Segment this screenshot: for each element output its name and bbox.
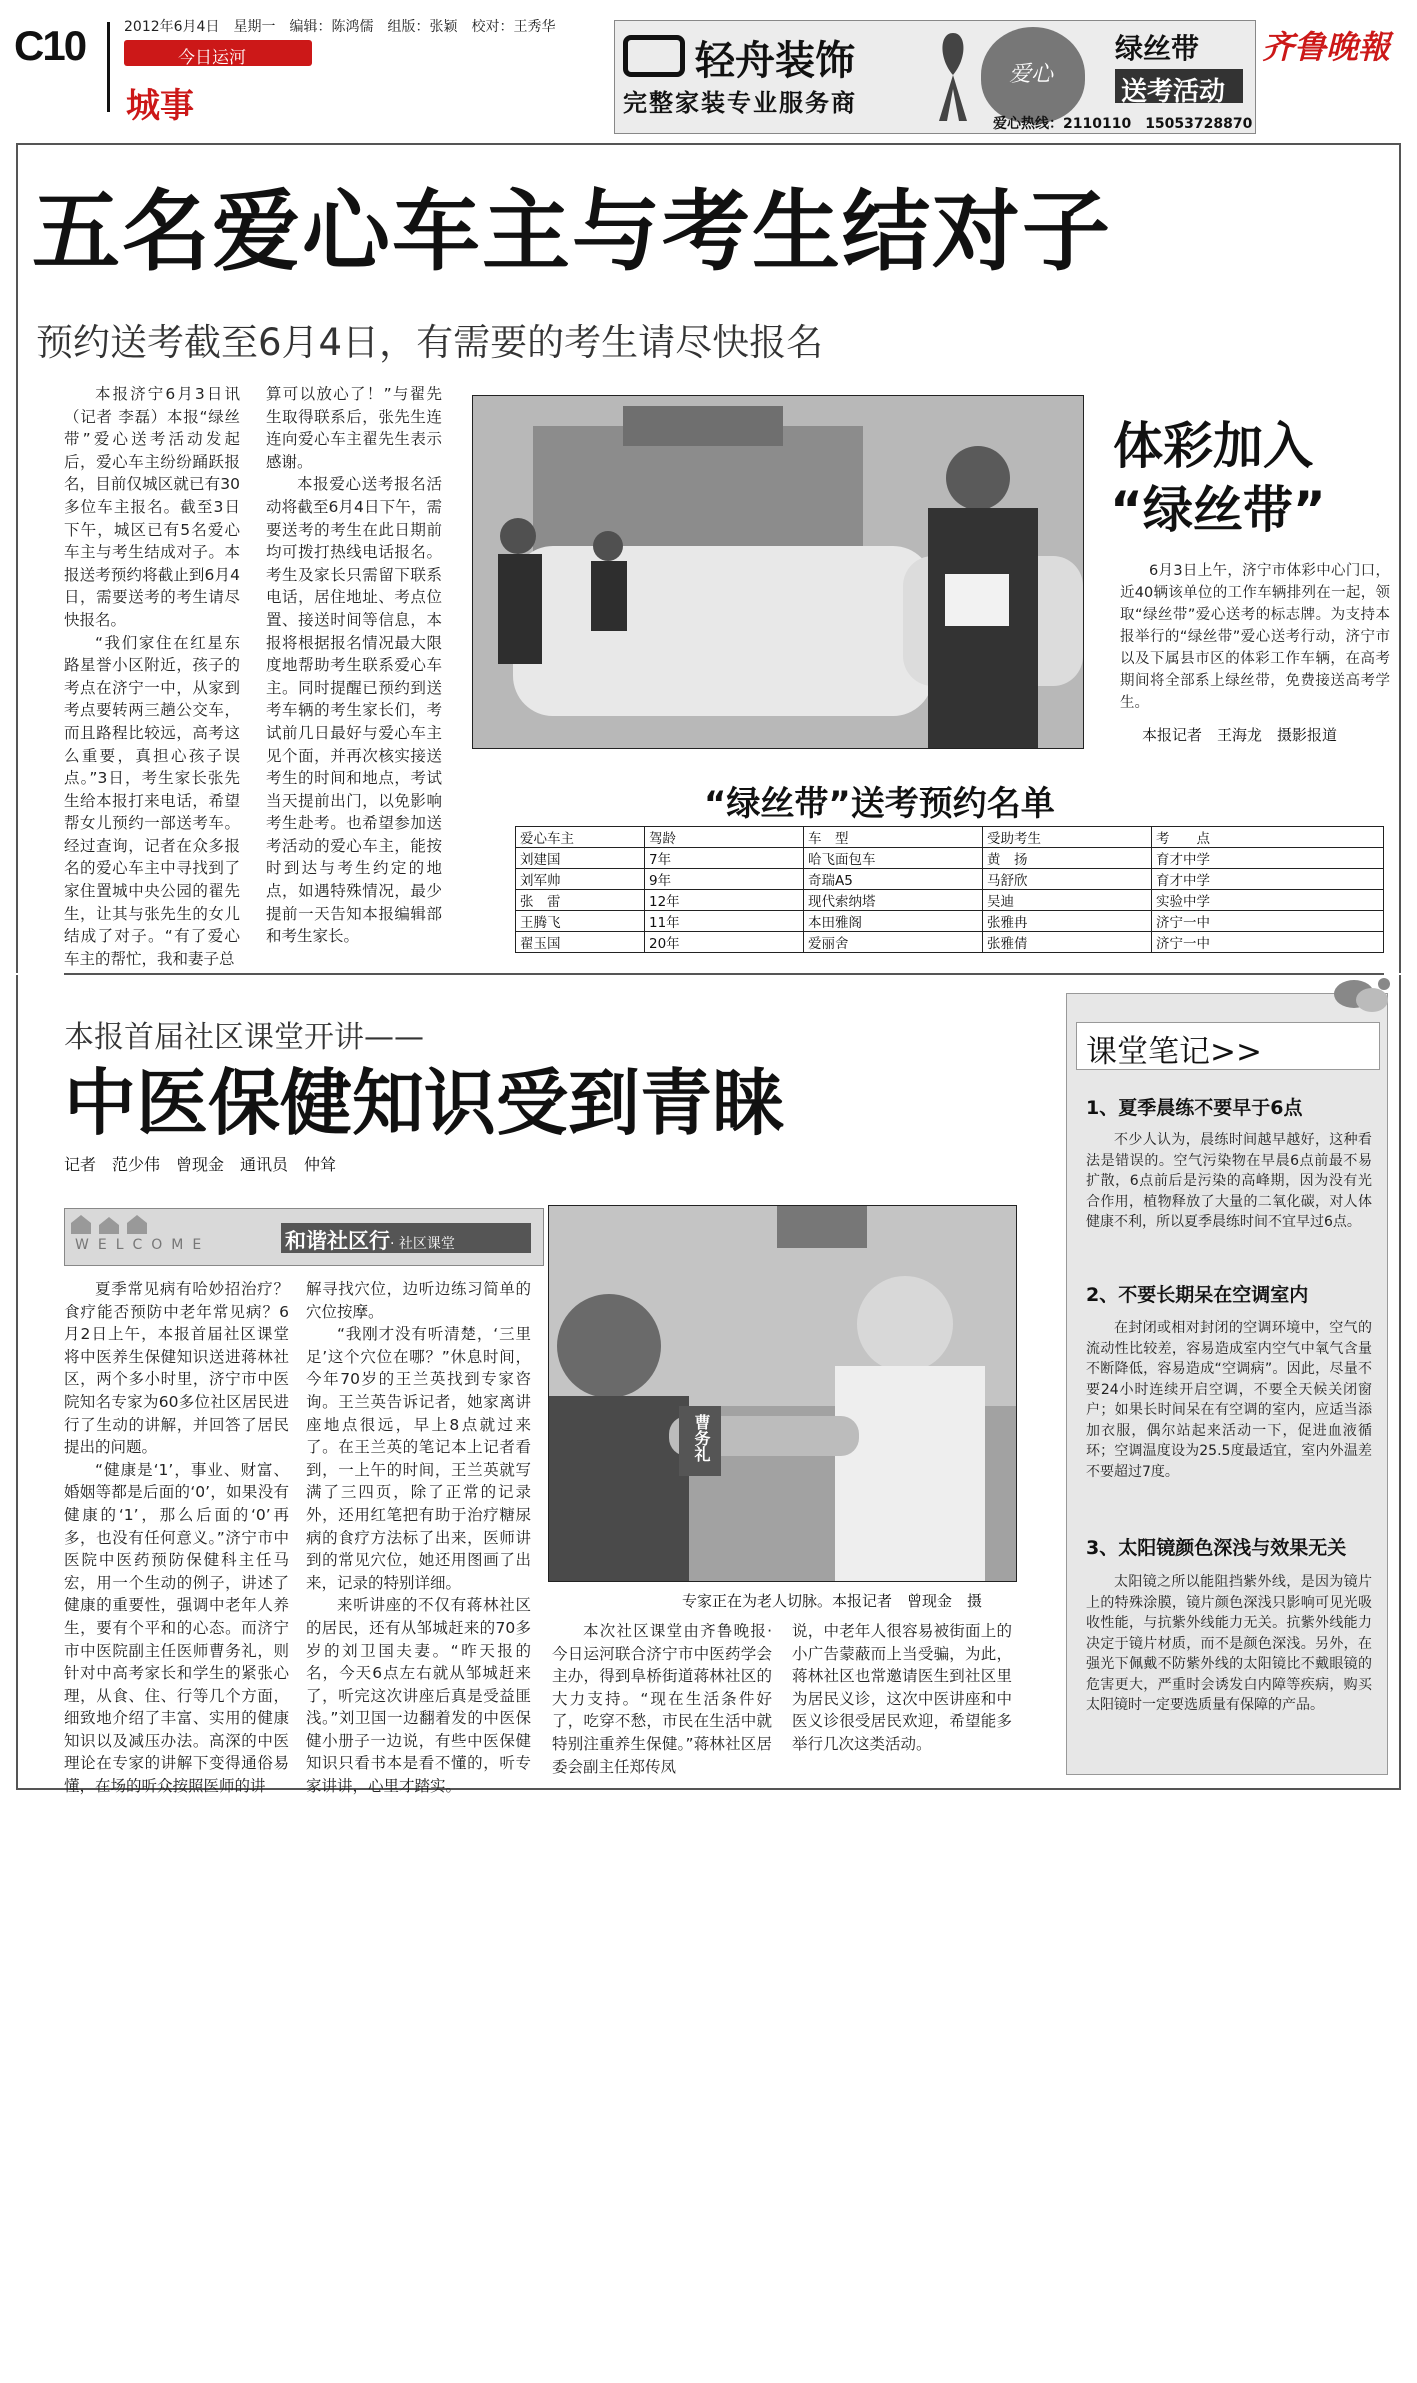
ad-hotline [993, 113, 1252, 133]
roster-cell: 本田雅阁 [804, 911, 983, 932]
banner-welcome: WELCOME [75, 1237, 211, 1253]
ad-campaign-text: 送考活动 [1121, 77, 1226, 107]
note-body [1086, 1318, 1372, 1482]
ad-hotline-numbers: 2110110 15053728870 [1063, 116, 1253, 132]
roster-cell: 育才中学 [1152, 869, 1384, 890]
roster-cell: 哈飞面包车 [804, 848, 983, 869]
roster-cell: 张雅倩 [983, 932, 1152, 953]
roster-header: 车 型 [804, 827, 983, 848]
banner-title-text [285, 1225, 455, 1255]
roster-cell: 奇瑞A5 [804, 869, 983, 890]
story2-column-2 [306, 1278, 531, 1796]
community-banner [64, 1208, 544, 1266]
ad-brand: 轻舟装饰 [695, 38, 855, 84]
story1-column-2 [266, 383, 442, 958]
pulse-diagnosis-photo [548, 1205, 1017, 1582]
roster-table [515, 826, 1384, 953]
ad-heart-text: 爱心 [1009, 62, 1054, 87]
speech-bubble-icon [1332, 974, 1392, 1018]
roster-header-row [516, 827, 1384, 848]
ad-banner [614, 20, 1256, 134]
story1-column-1 [64, 383, 240, 968]
story2-paragraph: “健康是‘1’，事业、财富、婚姻等都是后面的‘0’，如果没有健康的‘1’，那么后面的‘0’再多，也没有任何意义。”济宁市中医院中医药预防保健科主任马宏，用一个生动的例子，讲述了健康的重要性，强调中老年人养生，要有个平和的心态。而济宁市中医院副主任医师曹务礼，则针对中高考家长和学生的紧张心理，从食、住、行等几个方面，细致地介绍了丰富、实用的健康知识以及减压办法。高深的中医理论在专家的讲解下变得通俗易懂，在场的听众按照医师的讲 [64, 1460, 289, 1796]
roster-cell: 现代索纳塔 [804, 890, 983, 911]
story2-paragraph: 说，中老年人很容易被街面上的小广告蒙蔽而上当受骗，为此，蒋林社区也常邀请医生到社区里为居民义诊，这次中医讲座和中医义诊很受居民欢迎，希望能多举行几次这类活动。 [792, 1622, 1012, 1753]
story1-subhead: 预约送考截至6月4日，有需要的考生请尽快报名 [36, 321, 824, 364]
notes-title: 课堂笔记>> [1086, 1034, 1262, 1070]
note-paragraph: 太阳镜之所以能阻挡紫外线，是因为镜片上的特殊涂膜，镜片颜色深浅只影响可见光吸收性能，与抗紫外线能力无关。抗紫外线能力决定于镜片材质，而不是颜色深浅。另外，在强光下佩戴不防紫外线的太阳镜比不戴眼镜的危害更大，严重时会诱发白内障等疾病，购买太阳镜时一定要选质量有保障的产品。 [1086, 1574, 1372, 1713]
roster-table-wrap [515, 826, 1384, 953]
table-row [516, 890, 1384, 911]
sidebar1-title-line1: 体彩加入 [1113, 417, 1313, 475]
story2-kicker: 本报首届社区课堂开讲—— [64, 1020, 424, 1055]
sidebar1-title-line2: “绿丝带” [1110, 481, 1326, 539]
roster-cell: 刘建国 [516, 848, 645, 869]
roster-cell: 济宁一中 [1152, 932, 1384, 953]
roster-header: 考 点 [1152, 827, 1384, 848]
header-divider [107, 22, 110, 112]
section-tab-label: 今日运河 [178, 48, 246, 68]
story2-paragraph: 夏季常见病有哈妙招治疗？食疗能否预防中老年常见病？6月2日上午，本报首届社区课堂将中医养生保健知识送进蒋林社区，两个多小时里，济宁市中医院知名专家为60多位社区居民进行了生动的讲解，并回答了居民提出的问题。 [64, 1280, 289, 1457]
story1-paragraph: 本报济宁6月3日讯（记者 李磊）本报“绿丝带”爱心送考活动发起后，爱心车主纷纷踊跃报名，目前仅城区就已有30多位车主报名。截至3日下午，城区已有5名爱心车主与考生结成对子。本报送考预约将截止到6月4日，需要送考的考生请尽快报名。 [64, 385, 240, 629]
roster-cell: 张 雷 [516, 890, 645, 911]
story2-byline: 记者 范少伟 曾现金 通讯员 仲耸 [64, 1155, 337, 1174]
roster-cell: 9年 [645, 869, 804, 890]
story2-column-1 [64, 1278, 289, 1796]
roster-cell: 7年 [645, 848, 804, 869]
note-paragraph: 在封闭或相对封闭的空调环境中，空气的流动性比较差，容易造成室内空气中氧气含量不断降低，容易造成“空调病”。因此，尽量不要24小时连续开启空调，不要全天候关闭窗户；如果长时间呆在有空调的室内，应适当添加衣服，偶尔站起来活动一下，促进血液循环；空调温度设为25.5度最适宜，室内外温差不要超过7度。 [1086, 1320, 1372, 1480]
story2-paragraph: 解寻找穴位，边听边练习简单的穴位按摩。 [306, 1280, 531, 1321]
issue-info: 2012年6月4日 星期一 编辑：陈鸿儒 组版：张颖 校对：王秀华 [124, 19, 556, 35]
note-heading: 3、太阳镜颜色深浅与效果无关 [1086, 1537, 1347, 1559]
table-row [516, 848, 1384, 869]
table-row [516, 869, 1384, 890]
story2-paragraph: 本次社区课堂由齐鲁晚报·今日运河联合济宁市中医药学会主办，得到阜桥街道蒋林社区的大力支持。“现在生活条件好了，吃穿不愁，市民在生活中就特别注重养生保健。”蒋林社区居委会副主任郑传凤 [552, 1622, 772, 1776]
roster-cell: 12年 [645, 890, 804, 911]
roster-header: 爱心车主 [516, 827, 645, 848]
story2-column-3 [552, 1620, 772, 1780]
note-heading: 1、夏季晨练不要早于6点 [1086, 1097, 1303, 1119]
roster-cell: 马舒欣 [983, 869, 1152, 890]
roster-cell: 11年 [645, 911, 804, 932]
story1-paragraph: “我们家住在红星东路星誉小区附近，孩子的考点在济宁一中，从家到考点要转两三趟公交车，而且路程比较远，高考这么重要，真担心孩子误点。”3日，考生家长张先生给本报打来电话，希望帮女儿预约一部送考车。经过查询，记者在众多报名的爱心车主中寻找到了家住置城中央公园的翟先生，让其与张先生的女儿结成了对子。“有了爱心车主的帮忙，我和妻子总 [64, 633, 240, 968]
table-row [516, 932, 1384, 953]
note-body [1086, 1130, 1372, 1233]
roster-cell: 翟玉国 [516, 932, 645, 953]
roster-cell: 20年 [645, 932, 804, 953]
roster-cell: 爱丽舍 [804, 932, 983, 953]
roster-title: “绿丝带”送考预约名单 [704, 784, 1055, 824]
house-icon [69, 1213, 165, 1235]
note-body [1086, 1572, 1372, 1716]
sidebar1-body: 6月3日上午，济宁市体彩中心门口，近40辆该单位的工作车辆排列在一起，领取“绿丝带”爱心送考的标志牌。为支持本报举行的“绿丝带”爱心送考行动，济宁市以及下属县市区的体彩工作车辆，在高考期间将全部系上绿丝带，免费接送高考学生。 [1120, 563, 1390, 711]
story2-paragraph: 来听讲座的不仅有蒋林社区的居民，还有从邹城赶来的70多岁的刘卫国夫妻。“昨天报的名，今天6点左右就从邹城赶来了，听完这次讲座后真是受益匪浅。”刘卫国一边翻着发的中医保健小册子一边说，有些中医保健知识只看书本是看不懂的，听专家讲讲，心里才踏实。 [306, 1596, 531, 1796]
story1-paragraph: 算可以放心了！”与翟先生取得联系后，张先生连连向爱心车主翟先生表示感谢。 [266, 385, 442, 471]
story2-headline: 中医保健知识受到青睐 [64, 1061, 785, 1145]
story2-column-4 [792, 1620, 1012, 1780]
ad-green-ribbon: 绿丝带 [1115, 32, 1200, 65]
ad-slogan: 完整家装专业服务商 [623, 89, 857, 117]
roster-cell: 张雅冉 [983, 911, 1152, 932]
roster-cell: 吴迪 [983, 890, 1152, 911]
ribbon-icon [933, 29, 973, 125]
story1-headline: 五名爱心车主与考生结对子 [32, 180, 1113, 283]
story1-paragraph: 本报爱心送考报名活动将截至6月4日下午，需要送考的考生在此日期前均可拨打热线电话报名。考生及家长只需留下联系电话，居住地址、考点位置、接送时间等信息，本报将根据报名情况最大限度地帮助考生联系爱心车主。同时提醒已预约到送考车辆的考生家长们，考试前几日最好与爱心车主见个面，并再次核实接送考生的时间和地点，考试当天提前出门，以免影响考生赴考。也希望参加送考活动的爱心车主，能按时到达与考生约定的地点，如遇特殊情况，最少提前一天告知本报编辑部和考生家长。 [266, 475, 442, 946]
roster-header: 驾龄 [645, 827, 804, 848]
roster-cell: 济宁一中 [1152, 911, 1384, 932]
sidebar1-credit: 本报记者 王海龙 摄影报道 [1142, 726, 1338, 744]
note-paragraph: 不少人认为，晨练时间越早越好，这种看法是错误的。空气污染物在早晨6点前最不易扩散，6点前后是污染的高峰期，因为没有光合作用，植物释放了大量的二氧化碳，对人体健康不利，所以夏季晨练时间不宜早过6点。 [1086, 1132, 1372, 1230]
photo-name-sign: 曹务礼 [692, 1414, 711, 1462]
car-owners-photo [472, 395, 1084, 749]
story2-photo-caption: 专家正在为老人切脉。本报记者 曾现金 摄 [682, 1592, 983, 1610]
banner-title-sub: · 社区课堂 [390, 1236, 455, 1252]
section-name: 城事 [126, 86, 194, 126]
ad-logo-icon [623, 35, 685, 77]
ad-hotline-label: 爱心热线： [993, 116, 1063, 132]
roster-cell: 育才中学 [1152, 848, 1384, 869]
table-row [516, 911, 1384, 932]
roster-cell: 实验中学 [1152, 890, 1384, 911]
roster-cell: 黄 扬 [983, 848, 1152, 869]
roster-header: 受助考生 [983, 827, 1152, 848]
newspaper-logo: 齐鲁晚報 [1262, 28, 1391, 66]
note-heading: 2、不要长期呆在空调室内 [1086, 1284, 1309, 1306]
story2-paragraph: “我刚才没有听清楚，‘三里足’这个穴位在哪？”休息时间，今年70岁的王兰英找到专家咨询。王兰英告诉记者，她家离讲座地点很远，早上8点就过来了。在王兰英的笔记本上记者看到，一上午的时间，王兰英就写满了三四页，除了正常的记录外，还用红笔把有助于治疗糖尿病的食疗方法标了出来，医师讲到的常见穴位，她还用图画了出来，记录的特别详细。 [306, 1325, 531, 1592]
roster-cell: 王腾飞 [516, 911, 645, 932]
roster-cell: 刘军帅 [516, 869, 645, 890]
page-number: C10 [14, 22, 86, 69]
banner-title-main: 和谐社区行 [285, 1229, 390, 1253]
